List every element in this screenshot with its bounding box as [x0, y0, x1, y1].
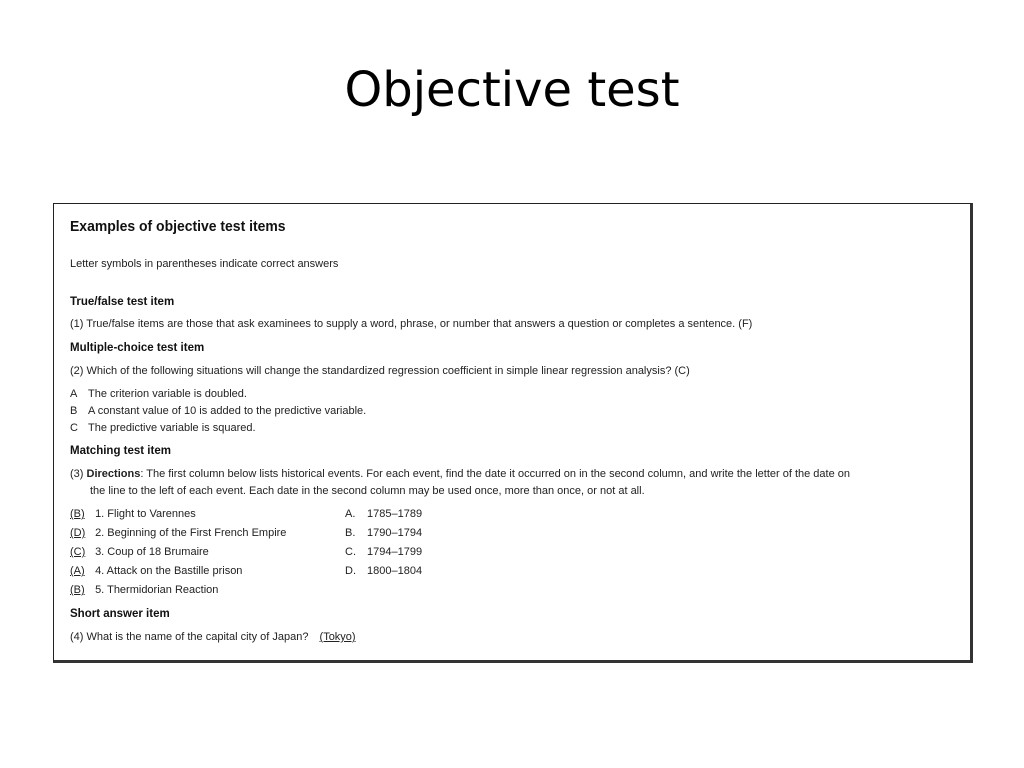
option-text: The criterion variable is doubled.: [88, 388, 247, 400]
matching-directions-line1: [70, 468, 850, 480]
date-letter: B.: [345, 527, 356, 539]
slide-title: Objective test: [344, 62, 680, 118]
short-answer-question: (4) What is the name of the capital city of Japan?: [70, 631, 309, 643]
event-text: 1. Flight to Varennes: [95, 508, 196, 520]
true-false-label: True/false test item: [70, 296, 175, 308]
option-text: The predictive variable is squared.: [88, 422, 256, 434]
true-false-item: (1) True/false items are those that ask examinees to supply a word, phrase, or number that answers a question or completes a sentence. (F): [70, 318, 753, 330]
matching-date: [345, 565, 422, 577]
event-answer: (B): [70, 584, 85, 596]
date-text: 1790–1794: [367, 527, 423, 539]
panel-heading: Examples of objective test items: [70, 218, 286, 235]
matching-date: [345, 527, 422, 539]
panel-subheading: Letter symbols in parentheses indicate correct answers: [70, 258, 339, 270]
multiple-choice-label: Multiple-choice test item: [70, 342, 205, 354]
multiple-choice-question: (2) Which of the following situations will change the standardized regression coefficient in simple linear regression analysis? (C): [70, 365, 690, 377]
event-answer: (A): [70, 565, 85, 577]
option-letter: C: [70, 422, 78, 434]
option-a: [70, 388, 247, 400]
matching-event: [70, 565, 242, 577]
event-text: 3. Coup of 18 Brumaire: [95, 546, 209, 558]
directions-text: : The first column below lists historical events. For each event, find the date it occurred on in the second column, and write the letter of the date on: [140, 468, 850, 480]
directions-number: (3): [70, 468, 84, 480]
matching-date: [345, 546, 422, 558]
event-text: 5. Thermidorian Reaction: [95, 584, 219, 596]
option-letter: B: [70, 405, 78, 417]
date-letter: A.: [345, 508, 356, 520]
date-letter: D.: [345, 565, 356, 577]
examples-panel: [53, 203, 973, 663]
matching-event: [70, 508, 196, 520]
matching-date: [345, 508, 422, 520]
matching-label: Matching test item: [70, 445, 171, 457]
event-text: 4. Attack on the Bastille prison: [95, 565, 243, 577]
matching-directions-line2: the line to the left of each event. Each date in the second column may be used once, more than once, or not at all.: [90, 485, 645, 497]
date-letter: C.: [345, 546, 356, 558]
matching-event: [70, 584, 218, 596]
option-letter: A: [70, 388, 78, 400]
event-answer: (B): [70, 508, 85, 520]
event-answer: (C): [70, 546, 86, 558]
date-text: 1785–1789: [367, 508, 423, 520]
matching-event: [70, 546, 209, 558]
short-answer-label: Short answer item: [70, 608, 170, 620]
option-c: [70, 422, 256, 434]
date-text: 1794–1799: [367, 546, 423, 558]
option-b: [70, 405, 366, 417]
short-answer-answer: (Tokyo): [319, 631, 356, 643]
option-text: A constant value of 10 is added to the predictive variable.: [88, 405, 367, 417]
event-text: 2. Beginning of the First French Empire: [95, 527, 287, 539]
short-answer-item: [70, 631, 356, 643]
date-text: 1800–1804: [367, 565, 423, 577]
matching-event: [70, 527, 286, 539]
event-answer: (D): [70, 527, 86, 539]
directions-label: Directions: [86, 468, 141, 480]
